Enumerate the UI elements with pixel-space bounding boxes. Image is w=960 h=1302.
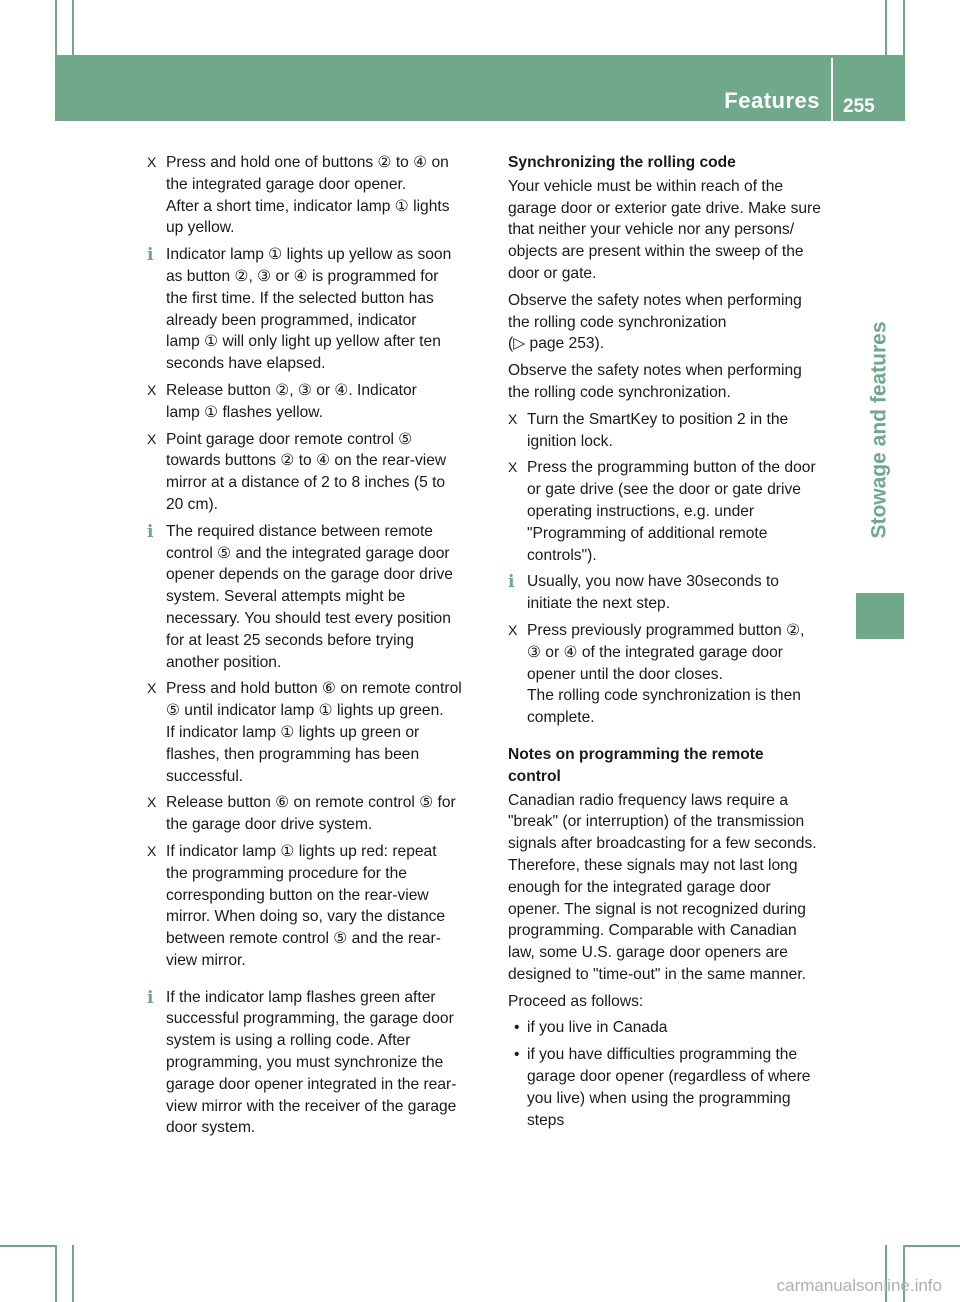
crop-mark <box>905 1245 960 1247</box>
text-line: the first time. If the selected button has <box>166 289 434 307</box>
text-line: another position. <box>166 653 282 671</box>
info-note <box>147 244 482 375</box>
text-line: system. Several attempts might be <box>166 588 406 606</box>
section-title: Features <box>724 88 820 113</box>
crop-mark <box>55 1245 57 1302</box>
text-line: operating instructions, e.g. under <box>527 502 755 520</box>
text-line: Turn the SmartKey to position 2 in the <box>527 410 789 428</box>
text-line: opener depends on the garage door drive <box>166 566 453 584</box>
text-line: Synchronizing the rolling code <box>508 154 736 171</box>
text-line: opener until the door closes. <box>527 665 723 683</box>
text-line: Press the programming button of the door <box>527 459 816 477</box>
text-line: mirror. When doing so, vary the distance <box>166 908 446 926</box>
text-line: Release button ⑥ on remote control ⑤ for <box>166 794 456 812</box>
text-line: as button ②, ③ or ④ is programmed for <box>166 267 439 285</box>
text-line: necessary. You should test every position <box>166 609 451 627</box>
text-line: if you have difficulties programming the <box>527 1046 798 1064</box>
text-line: view mirror with the receiver of the garage <box>166 1097 457 1115</box>
text-line: you live) when using the programming <box>527 1089 791 1107</box>
text-line: steps <box>527 1111 565 1129</box>
info-icon: i <box>508 572 515 593</box>
step-arrow-icon: X <box>147 794 157 811</box>
text-line: Usually, you now have 30seconds to <box>527 573 779 591</box>
left-column <box>147 152 482 1144</box>
step-arrow-icon: X <box>508 410 518 427</box>
text-line: Observe the safety notes when performing <box>508 362 802 380</box>
info-icon: i <box>147 245 154 266</box>
header-divider <box>831 58 833 121</box>
list-item <box>508 1044 838 1131</box>
paragraph <box>508 360 838 404</box>
text-line: objects are present within the sweep of the <box>508 243 804 261</box>
text-line: programming. Comparable with Canadian <box>508 922 797 940</box>
text-line: Canadian radio frequency laws require a <box>508 791 788 809</box>
instruction-step <box>508 457 838 566</box>
text-line: programming, you must synchronize the <box>166 1054 444 1072</box>
text-line: Release button ②, ③ or ④. Indicator <box>166 381 417 399</box>
bullet-icon: • <box>514 1046 520 1064</box>
instruction-step <box>508 409 838 453</box>
step-arrow-icon: X <box>147 842 157 859</box>
instruction-step <box>147 380 482 424</box>
text-line: the garage door drive system. <box>166 816 373 834</box>
text-line: control <box>508 767 561 785</box>
text-line: Point garage door remote control ⑤ <box>166 430 413 448</box>
chapter-tab <box>856 280 904 580</box>
text-line: ③ or ④ of the integrated garage door <box>527 643 783 661</box>
text-line: initiate the next step. <box>527 595 671 613</box>
text-line: lamp ① will only light up yellow after ten <box>166 333 441 351</box>
text-line: ignition lock. <box>527 432 613 450</box>
text-line: the programming procedure for the <box>166 864 407 882</box>
instruction-step <box>147 152 482 239</box>
step-arrow-icon: X <box>147 430 157 447</box>
crop-mark <box>72 1245 74 1302</box>
text-line: garage door opener integrated in the rear- <box>166 1075 457 1093</box>
text-line: designed to "time-out" in the same manner. <box>508 965 806 983</box>
text-line: enough for the integrated garage door <box>508 878 771 896</box>
text-line: After a short time, indicator lamp ① lights <box>166 197 450 215</box>
text-line: The rolling code synchronization is then <box>527 687 801 705</box>
text-line: "break" (or interruption) of the transmission <box>508 813 805 831</box>
step-arrow-icon: X <box>508 459 518 476</box>
section-heading <box>508 744 838 788</box>
text-line: corresponding button on the rear-view <box>166 886 429 904</box>
text-line: the rolling code synchronization. <box>508 383 731 401</box>
paragraph <box>508 991 838 1013</box>
text-line: door or gate. <box>508 264 597 282</box>
info-note <box>147 521 482 674</box>
info-note <box>508 571 838 615</box>
text-line: that neither your vehicle nor any persons/ <box>508 221 795 239</box>
crop-mark <box>55 0 57 55</box>
text-line: Your vehicle must be within reach of the <box>508 177 784 195</box>
text-line: successful. <box>166 767 244 785</box>
chapter-marker <box>856 593 904 639</box>
text-line: law, some U.S. garage door openers are <box>508 944 788 962</box>
step-arrow-icon: X <box>508 621 518 638</box>
step-arrow-icon: X <box>147 154 157 170</box>
instruction-step <box>147 841 482 972</box>
text-line: for at least 25 seconds before trying <box>166 631 414 649</box>
crop-mark <box>72 0 74 55</box>
text-line: up yellow. <box>166 219 235 237</box>
paragraph <box>508 790 838 986</box>
spacer <box>147 977 482 987</box>
info-note <box>147 987 482 1140</box>
step-arrow-icon: X <box>147 680 157 697</box>
text-line: garage door or exterior gate drive. Make sure <box>508 199 821 217</box>
text-line: opener. The signal is not recognized during <box>508 900 806 918</box>
text-line: Indicator lamp ① lights up yellow as soon <box>166 246 452 264</box>
text-line: Notes on programming the remote <box>508 745 764 763</box>
paragraph <box>508 290 838 355</box>
text-line: (▷ page 253). <box>508 335 605 353</box>
text-line: already been programmed, indicator <box>166 311 417 329</box>
page-number: 255 <box>843 96 875 117</box>
crop-mark <box>0 1245 55 1247</box>
spacer <box>508 734 838 744</box>
instruction-step <box>147 429 482 516</box>
text-line: Observe the safety notes when performing <box>508 291 802 309</box>
note-text <box>147 521 482 674</box>
paragraph <box>508 176 838 285</box>
note-text <box>147 244 482 375</box>
text-line: or gate drive (see the door or gate drive <box>527 481 801 499</box>
text-line: view mirror. <box>166 951 246 969</box>
text-line: Press previously programmed button ②, <box>527 621 805 639</box>
list-item <box>508 1017 838 1039</box>
text-line: mirror at a distance of 2 to 8 inches (5 to <box>166 474 446 492</box>
instruction-step <box>508 620 838 729</box>
text-line: the integrated garage door opener. <box>166 175 407 193</box>
step-arrow-icon: X <box>147 381 157 398</box>
text-line: The required distance between remote <box>166 522 433 540</box>
info-icon: i <box>147 987 154 1008</box>
crop-mark <box>885 0 887 55</box>
text-line: Therefore, these signals may not last long <box>508 856 798 874</box>
section-heading <box>508 152 838 174</box>
text-line: between remote control ⑤ and the rear- <box>166 930 441 948</box>
bullet-icon: • <box>514 1019 520 1037</box>
text-line: towards buttons ② to ④ on the rear-view <box>166 452 447 470</box>
text-line: successful programming, the garage door <box>166 1010 454 1028</box>
right-column <box>508 152 838 1136</box>
text-line: If indicator lamp ① lights up red: repeat <box>166 842 437 860</box>
text-line: door system. <box>166 1119 256 1137</box>
text-line: complete. <box>527 709 595 727</box>
text-line: seconds have elapsed. <box>166 355 326 373</box>
chapter-tab-label: Stowage and features <box>868 321 891 539</box>
text-line: "Programming of additional remote <box>527 524 768 542</box>
text-line: system is using a rolling code. After <box>166 1032 411 1050</box>
text-line: control ⑤ and the integrated garage door <box>166 544 450 562</box>
info-icon: i <box>147 521 154 542</box>
instruction-step <box>147 792 482 836</box>
text-line: ⑤ until indicator lamp ① lights up green. <box>166 702 444 720</box>
text-line: 20 cm). <box>166 495 218 513</box>
note-text <box>147 987 482 1140</box>
text-line: the rolling code synchronization <box>508 313 727 331</box>
text-line: garage door opener (regardless of where <box>527 1068 811 1086</box>
note-text <box>508 571 838 615</box>
crop-mark <box>903 0 905 55</box>
text-line: signals after broadcasting for a few seconds. <box>508 835 817 853</box>
text-line: Press and hold one of buttons ② to ④ on <box>166 154 449 171</box>
text-line: If indicator lamp ① lights up green or <box>166 723 420 741</box>
text-line: Press and hold button ⑥ on remote control <box>166 680 462 698</box>
text-line: lamp ① flashes yellow. <box>166 403 323 421</box>
text-line: flashes, then programming has been <box>166 745 420 763</box>
watermark: carmanualsonline.info <box>776 1276 942 1295</box>
text-line: if you live in Canada <box>527 1019 668 1037</box>
text-line: If the indicator lamp flashes green after <box>166 988 436 1006</box>
text-line: Proceed as follows: <box>508 992 644 1010</box>
text-line: controls"). <box>527 546 597 564</box>
instruction-step <box>147 678 482 787</box>
